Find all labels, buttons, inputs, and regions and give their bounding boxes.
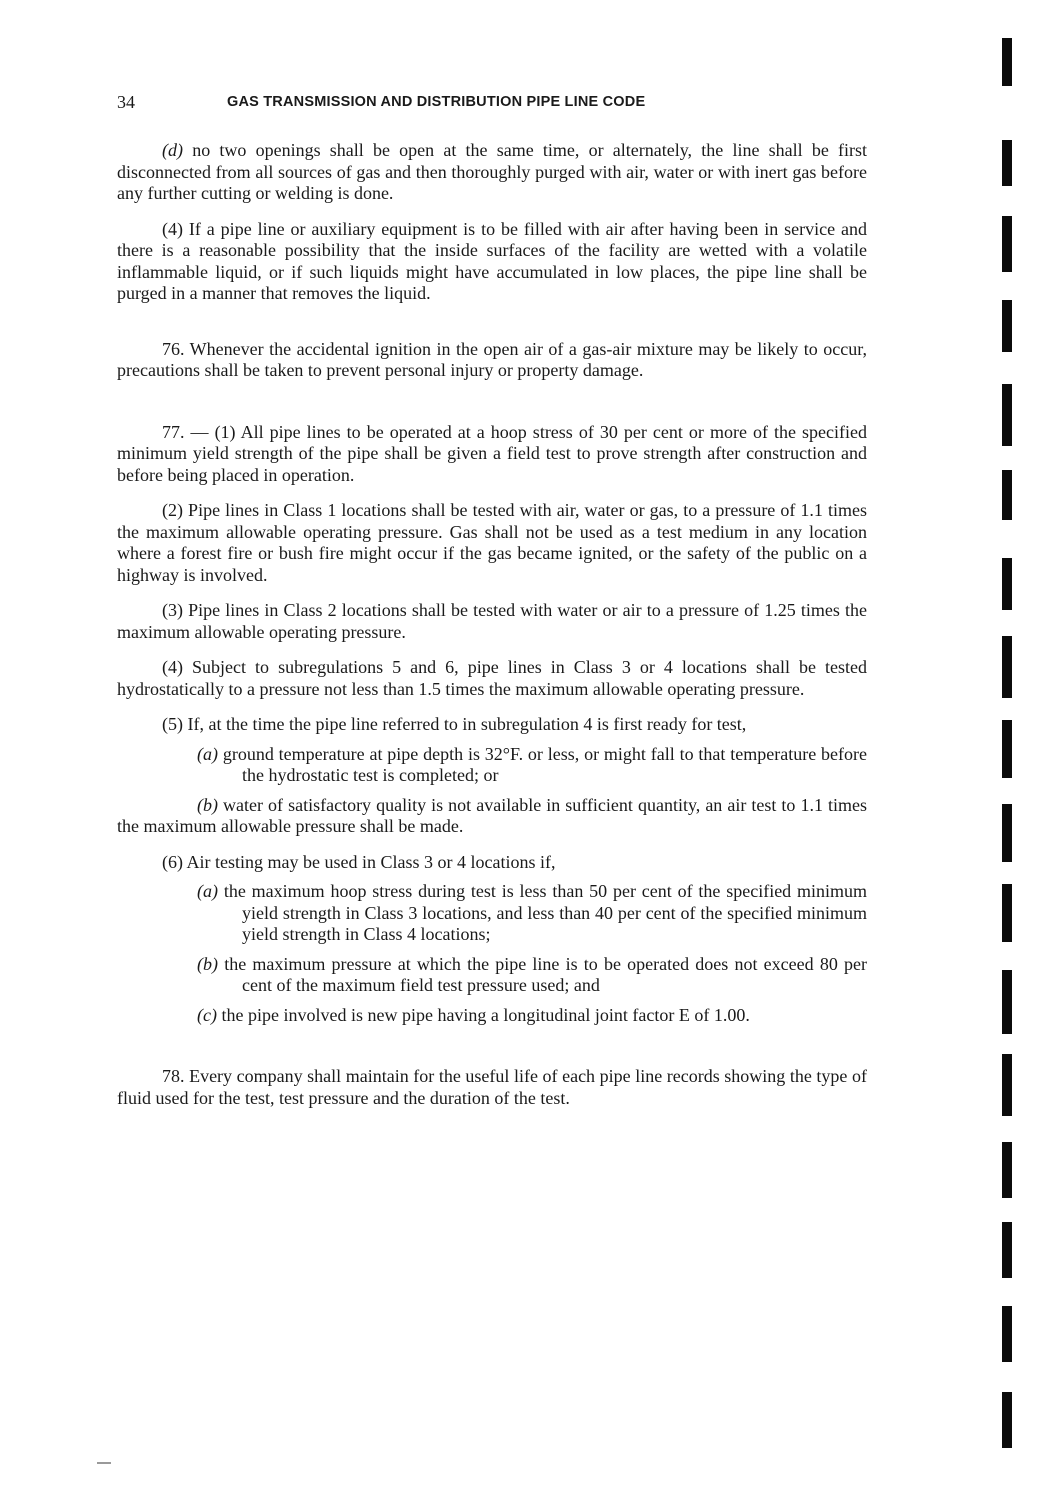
scan-speck — [97, 1462, 111, 1464]
scan-binding-marks — [986, 0, 1046, 1490]
clause-text: no two openings shall be open at the same time, or alternately, the line shall be first disconnected from all sources of gas and then thoroughly purged with air, water or with inert gas before any further cutting or welding is done. — [117, 140, 867, 203]
scan-mark — [1002, 216, 1012, 272]
body-text — [117, 140, 867, 1109]
page-header — [117, 92, 877, 116]
scan-mark — [1002, 1054, 1012, 1116]
scan-mark — [1002, 140, 1012, 186]
section-77-6-c — [117, 1005, 867, 1027]
scan-mark — [1002, 1222, 1012, 1278]
section-77-6-b — [117, 954, 867, 997]
scan-mark — [1002, 1142, 1012, 1198]
clause-text: the pipe involved is new pipe having a longitudinal joint factor E of 1.00. — [221, 1004, 750, 1025]
section-77-6-a — [117, 881, 867, 946]
running-head: GAS TRANSMISSION AND DISTRIBUTION PIPE LINE CODE — [227, 94, 646, 110]
scan-mark — [1002, 558, 1012, 610]
scan-mark — [1002, 884, 1012, 942]
section-77-2: (2) Pipe lines in Class 1 locations shall be tested with air, water or gas, to a pressure of 1.1 times the maximum allowable operating pressure. Gas shall not be used as a test medium in any location where a forest fire or bush fire might occur if the gas became ignited, or the safety of the public on a highway is involved. — [117, 500, 867, 585]
scan-mark — [1002, 470, 1012, 520]
scan-mark — [1002, 720, 1012, 778]
section-77-3: (3) Pipe lines in Class 2 locations shall be tested with water or air to a pressure of 1.25 times the maximum allowable operating pressure. — [117, 600, 867, 642]
scan-mark — [1002, 970, 1012, 1034]
clause-label: (a) — [197, 881, 218, 901]
clause-label: (c) — [197, 1004, 217, 1025]
page-number: 34 — [117, 92, 135, 112]
clause-text: ground temperature at pipe depth is 32°F. or less, or might fall to that temperature before the hydrostatic test is completed; or — [222, 743, 867, 785]
clause-text: water of satisfactory quality is not available in sufficient quantity, an air test to 1.1 times the maximum allowable pressure shall be made. — [117, 794, 867, 836]
scan-mark — [1002, 300, 1012, 352]
clause-text: the maximum pressure at which the pipe line is to be operated does not exceed 80 per cent of the maximum field test pressure used; and — [224, 953, 867, 995]
clause-label: (b) — [197, 794, 218, 815]
scan-mark — [1002, 1392, 1012, 1448]
scan-mark — [1002, 804, 1012, 862]
section-77-5-b — [117, 795, 867, 838]
scan-mark — [1002, 384, 1012, 446]
scan-mark — [1002, 1306, 1012, 1362]
scan-mark — [1002, 636, 1012, 698]
section-77-1: 77. — (1) All pipe lines to be operated at a hoop stress of 30 per cent or more of the specified minimum yield strength of the pipe shall be given a field test to prove strength after construction and before being placed in operation. — [117, 421, 867, 485]
section-76: 76. Whenever the accidental ignition in the open air of a gas-air mixture may be likely to occur, precautions shall be taken to prevent personal injury or property damage. — [117, 338, 867, 380]
paragraph-d — [117, 140, 867, 205]
paragraph-4-purge: (4) If a pipe line or auxiliary equipment is to be filled with air after having been in service and there is a reasonable possibility that the inside surfaces of the facility are wetted with a volatile inflammable liquid, or if such liquids might have accumulated in low places, the pipe line shall be purged in a manner that removes the liquid. — [117, 218, 867, 303]
scan-mark — [1002, 38, 1012, 86]
section-78: 78. Every company shall maintain for the useful life of each pipe line records showing the type of fluid used for the test, test pressure and the duration of the test. — [117, 1066, 867, 1108]
section-77-5: (5) If, at the time the pipe line referred to in subregulation 4 is first ready for test, — [162, 714, 747, 734]
section-77-4: (4) Subject to subregulations 5 and 6, pipe lines in Class 3 or 4 locations shall be tested hydrostatically to a pressure not less than 1.5 times the maximum allowable operating pressure. — [117, 657, 867, 699]
clause-label: (a) — [197, 743, 218, 764]
section-77-6: (6) Air testing may be used in Class 3 or 4 locations if, — [162, 851, 556, 872]
clause-text: the maximum hoop stress during test is less than 50 per cent of the specified minimum yield strength in Class 3 locations, and less than 40 per cent of the specified minimum yield strength in Class 4 locations; — [223, 881, 868, 944]
section-77-5-a — [117, 744, 867, 787]
clause-label: (d) — [162, 140, 183, 160]
clause-label: (b) — [197, 953, 218, 974]
